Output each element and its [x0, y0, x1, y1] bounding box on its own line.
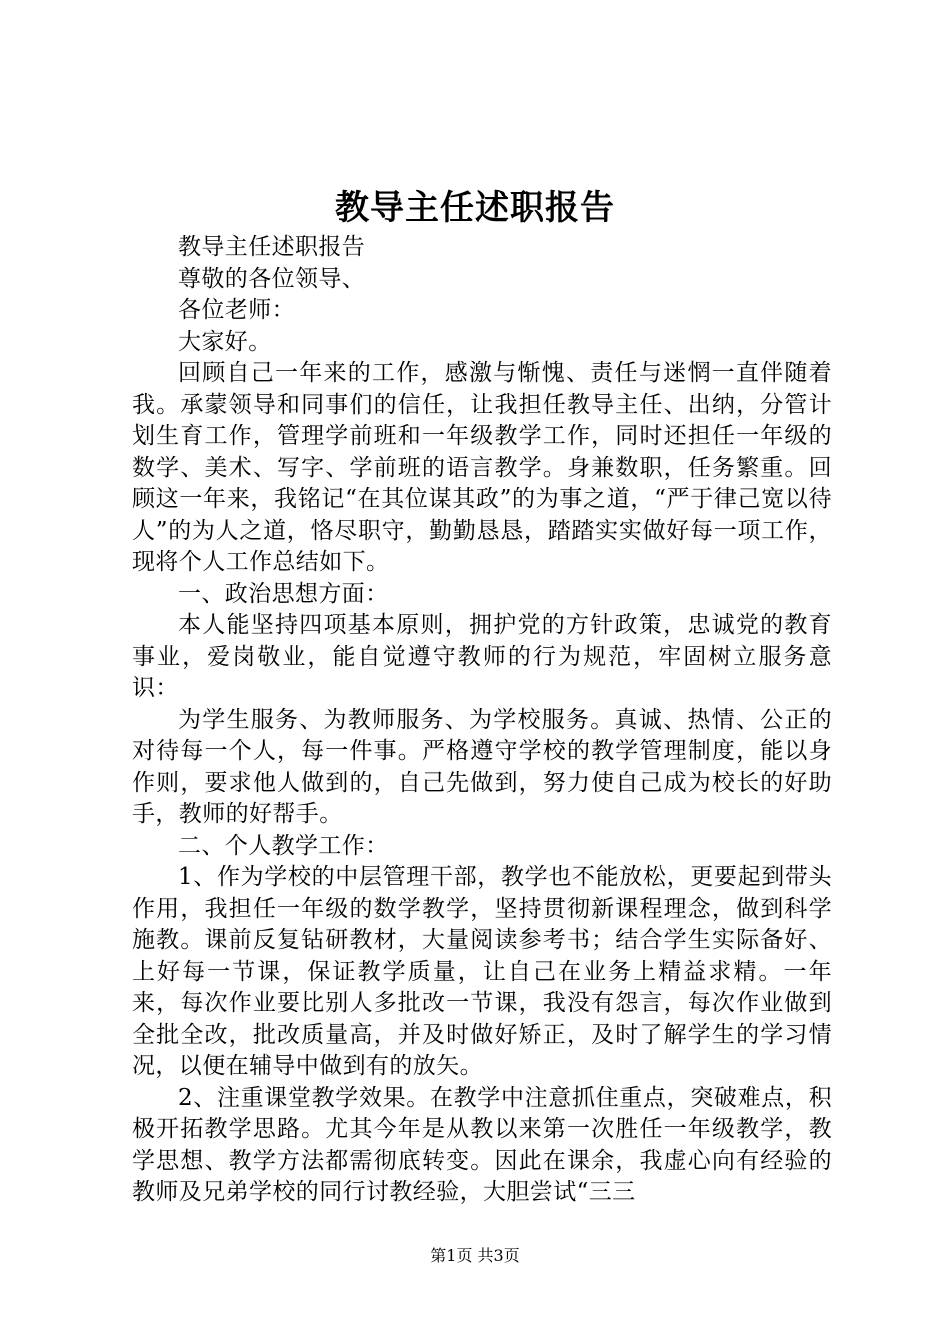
paragraph: 教导主任述职报告 — [178, 234, 366, 260]
section-heading: 一、政治思想方面： — [178, 580, 389, 607]
document-title: 教导主任述职报告 — [335, 188, 615, 228]
section-heading: 二、个人教学工作： — [178, 832, 389, 859]
paragraph: 本人能坚持四项基本原则，拥护党的方针政策，忠诚党的教育事业，爱岗敬业，能自觉遵守教师的行为规范，牢固树立服务意识： — [132, 612, 832, 701]
page-footer: 第1页 共3页 — [430, 1246, 520, 1265]
paragraph: 尊敬的各位领导、 — [178, 265, 366, 292]
paragraph: 各位老师： — [178, 297, 295, 323]
paragraph: 1、作为学校的中层管理干部，教学也不能放松，更要起到带头作用，我担任一年级的数学教学，坚持贯彻新课程理念，做到科学施教。课前反复钻研教材，大量阅读参考书；结合学生实际备好、上好每一节课，保证教学质量，让自己在业务上精益求精。一年来，每次作业要比别人多批改一节课，我没有怨言，每次作业做到全批全改，批改质量高，并及时做好矫正，及时了解学生的学习情况，以便在辅导中做到有的放矢。 — [132, 864, 832, 1079]
paragraph: 2、注重课堂教学效果。在教学中注意抓住重点，突破难点，积极开拓教学思路。尤其今年是从教以来第一次胜任一年级教学，教学思想、教学方法都需彻底转变。因此在课余，我虚心向有经验的教师及兄弟学校的同行讨教经验，大胆尝试“三三 — [132, 1084, 832, 1205]
document-body — [132, 232, 832, 1209]
paragraph: 回顾自己一年来的工作，感激与惭愧、责任与迷惘一直伴随着我。承蒙领导和同事们的信任，让我担任教导主任、出纳，分管计划生育工作，管理学前班和一年级教学工作，同时还担任一年级的数学、美术、写字、学前班的语言教学。身兼数职，任务繁重。回顾这一年来，我铭记“在其位谋其政”的为事之道，“严于律己宽以待人”的为人之道，恪尽职守，勤勤恳恳，踏踏实实做好每一项工作，现将个人工作总结如下。 — [132, 360, 832, 575]
paragraph: 为学生服务、为教师服务、为学校服务。真诚、热情、公正的对待每一个人，每一件事。严格遵守学校的教学管理制度，能以身作则，要求他人做到的，自己先做到，努力使自己成为校长的好助手，教师的好帮手。 — [132, 706, 832, 827]
paragraph: 大家好。 — [178, 328, 272, 355]
